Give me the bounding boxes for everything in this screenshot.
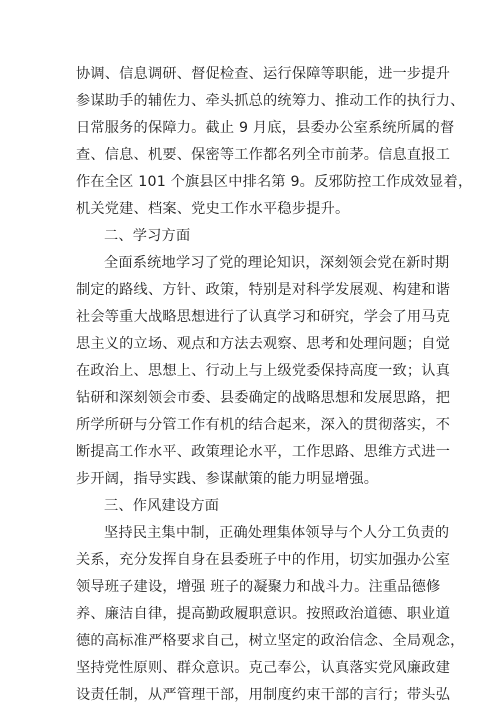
paragraph-first-line: 全面系统地学习了党的理论知识，深刻领会党在新时期: [104, 255, 450, 271]
body-text-line: 钻研和深刻领会市委、县委确定的战略思想和发展思路，把: [76, 390, 451, 406]
body-text-line: 设责任制，从严管理干部，用制度约束干部的言行；带头弘: [76, 687, 451, 703]
body-text-line: 参谋助手的辅佐力、牵头抓总的统筹力、推动工作的执行力、: [76, 93, 465, 109]
body-text-line: 步开阔，指导实践、参谋献策的能力明显增强。: [76, 471, 379, 487]
body-text-line: 思主义的立场、观点和方法去观察、思考和处理问题；自觉: [76, 336, 451, 352]
body-text-line: 机关党建、档案、党史工作水平稳步提升。: [76, 201, 350, 217]
body-text-line: 领导班子建设，增强 班子的凝聚力和战斗力。注重品德修: [76, 579, 441, 595]
body-text-line: 坚持党性原则、群众意识。克己奉公，认真落实党风廉政建: [76, 660, 451, 676]
body-text-line: 所学所研与分管工作有机的结合起来，深入的贯彻落实，不: [76, 417, 451, 433]
body-text-line: 断提高工作水平、政策理论水平，工作思路、思维方式进一: [76, 444, 451, 460]
body-text-line: 制定的路线、方针、政策，特别是对科学发展观、构建和谐: [76, 282, 451, 298]
section-heading-study: 二、学习方面: [104, 228, 191, 244]
paragraph-first-line: 坚持民主集中制，正确处理集体领导与个人分工负责的: [104, 525, 450, 541]
section-heading-work-style: 三、作风建设方面: [104, 498, 220, 514]
body-text-line: 作在全区 101 个旗县区中排名第 9。反邪防控工作成效显着，: [76, 174, 473, 190]
body-text-line: 协调、信息调研、督促检查、运行保障等职能，进一步提升: [76, 66, 451, 82]
body-text-line: 关系，充分发挥自身在县委班子中的作用，切实加强办公室: [76, 552, 451, 568]
body-text-line: 日常服务的保障力。截止 9 月底，县委办公室系统所属的督: [76, 120, 455, 136]
body-text-line: 查、信息、机要、保密等工作都名列全市前茅。信息直报工: [76, 147, 451, 163]
body-text-line: 养、廉洁自律，提高勤政履职意识。按照政治道德、职业道: [76, 606, 451, 622]
body-text-line: 德的高标准严格要求自己，树立坚定的政治信念、全局观念，: [76, 633, 465, 649]
body-text-line: 在政治上、思想上、行动上与上级党委保持高度一致；认真: [76, 363, 451, 379]
body-text-line: 社会等重大战略思想进行了认真学习和研究，学会了用马克: [76, 309, 451, 325]
